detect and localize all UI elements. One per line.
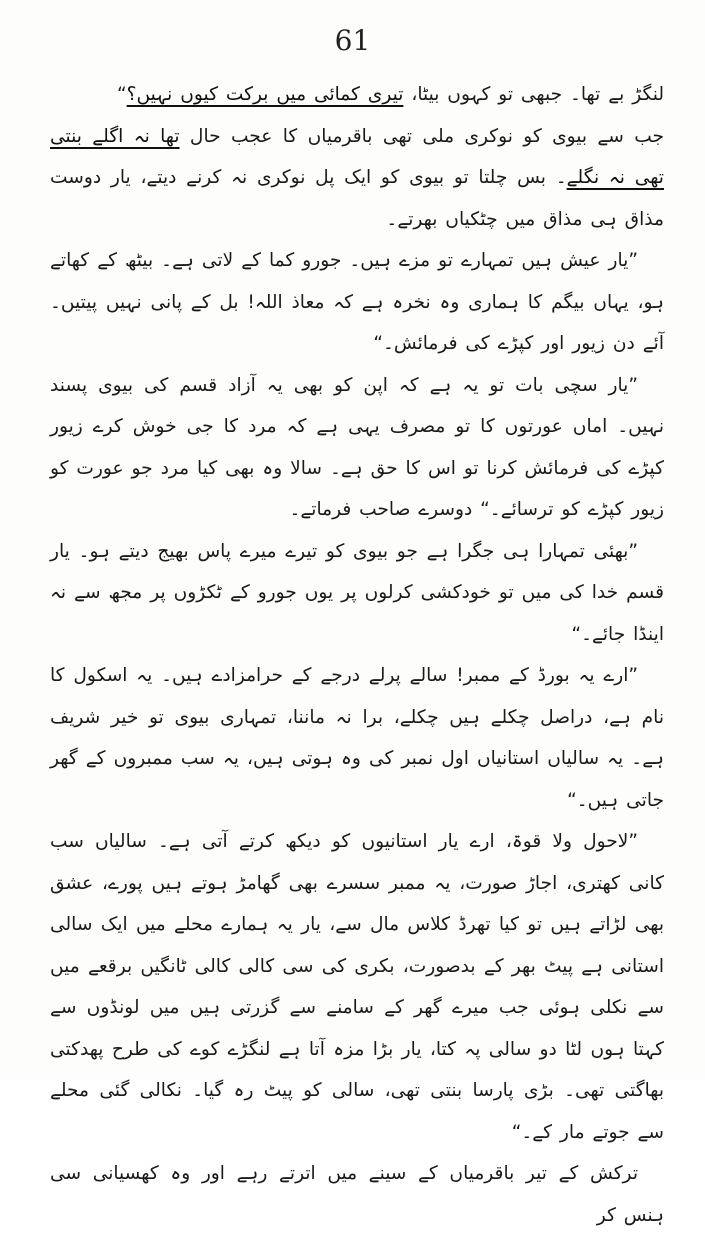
text-run: ”یار سچی بات تو یہ ہے کہ اپن کو بھی یہ آزاد قسم کی بیوی پسند نہیں۔ اماں عورتوں کا تو مصرف یہی ہے کہ مرد کا جی خوش کرے زیور کپڑے کی فرمائش کرنا تو اس کا حق ہے۔ سالا وہ بھی کیا مرد جو عورت کو زیور کپڑے کو ترسائے۔“ دوسرے صاحب فرماتے۔: [50, 374, 664, 520]
underlined-phrase: تھا نہ اگلے بنتی تھی نہ نگلے: [50, 125, 664, 188]
text-run: ”لاحول ولا قوۃ، ارے یار استانیوں کو دیکھ کرتے آتی ہے۔ سالیاں سب کانی کھتری، اجاڑ صورت، یہ ممبر سسرے بھی گھامڑ ہوتے ہیں پورے، عشق بھی لڑاتے ہیں تو کیا تھرڈ کلاس مال سے، یار یہ ہمارے محلے میں ایک سالی استانی ہے پیٹ بھر کے بدصورت، بکری کی سی کالی کالی ٹانگیں برقعے میں سے نکلی ہوئی جب میرے گھر کے سامنے سے گزرتی ہیں میں لونڈوں سے کہتا ہوں لٹا دو سالی پہ کتا، یار بڑا مزہ آتا ہے لنگڑے کوے کی طرح پھدکتی بھاگتی تھی۔ بڑی پارسا بنتی تھی، سالی کو پیٹ رہ گیا۔ نکالی گئی محلے سے جوتے مار کے۔“: [50, 831, 664, 1143]
text-run: ”ارے یہ بورڈ کے ممبر! سالے پرلے درجے کے حرامزادے ہیں۔ یہ اسکول کا نام ہے، دراصل چکلے ہیں چکلے، برا نہ ماننا، تمہاری بیوی تو خیر شریف ہے۔ یہ سالیاں استانیاں اول نمبر کی وہ ہوتی ہیں، یہ سب ممبروں کے گھر جاتی ہیں۔“: [50, 665, 664, 811]
text-run: “: [116, 84, 127, 105]
text-run: ”یار عیش ہیں تمہارے تو مزے ہیں۔ جورو کما کے لاتی ہے۔ بیٹھ کے کھاتے ہو، یہاں بیگم کا ہماری وہ نخرہ ہے کہ معاذ اللہ! بل کے پانی نہیں پیتیں۔ آئے دن زیور اور کپڑے کی فرمائش۔“: [50, 250, 664, 354]
paragraph: [50, 655, 664, 821]
body-text: [50, 74, 664, 1236]
paragraph: [50, 116, 664, 241]
text-run: ”بھئی تمہارا ہی جگرا ہے جو بیوی کو تیرے میرے پاس بھیج دیتے ہو۔ یار قسم خدا کی میں تو خودکشی کرلوں پر یوں جورو کے ٹکڑوں پر مجھ سے نہ اینڈا جائے۔“: [50, 540, 664, 645]
paragraph: [50, 821, 664, 1153]
text-run: ترکش کے تیر باقرمیاں کے سینے میں اترتے رہے اور وہ کھسیانی سی ہنس کر: [50, 1163, 664, 1226]
paragraph: [50, 365, 664, 531]
text-run: ۔ بس چلتا تو بیوی کو ایک پل نوکری نہ کرنے دیتے، یار دوست مذاق ہی مذاق میں چٹکیاں بھرتے۔: [50, 167, 664, 230]
paragraph: [50, 1153, 664, 1236]
page-number: 61: [334, 24, 371, 57]
text-run: جب سے بیوی کو نوکری ملی تھی باقرمیاں کا عجب حال: [179, 125, 664, 147]
text-run: لنگڑ بے تھا۔ جبھی تو کہوں بیٹا،: [403, 84, 664, 105]
underlined-phrase: تیری کمائی میں برکت کیوں نہیں؟: [126, 84, 404, 105]
paragraph: [50, 531, 664, 656]
paragraph: [50, 240, 664, 365]
paragraph: [50, 74, 664, 116]
